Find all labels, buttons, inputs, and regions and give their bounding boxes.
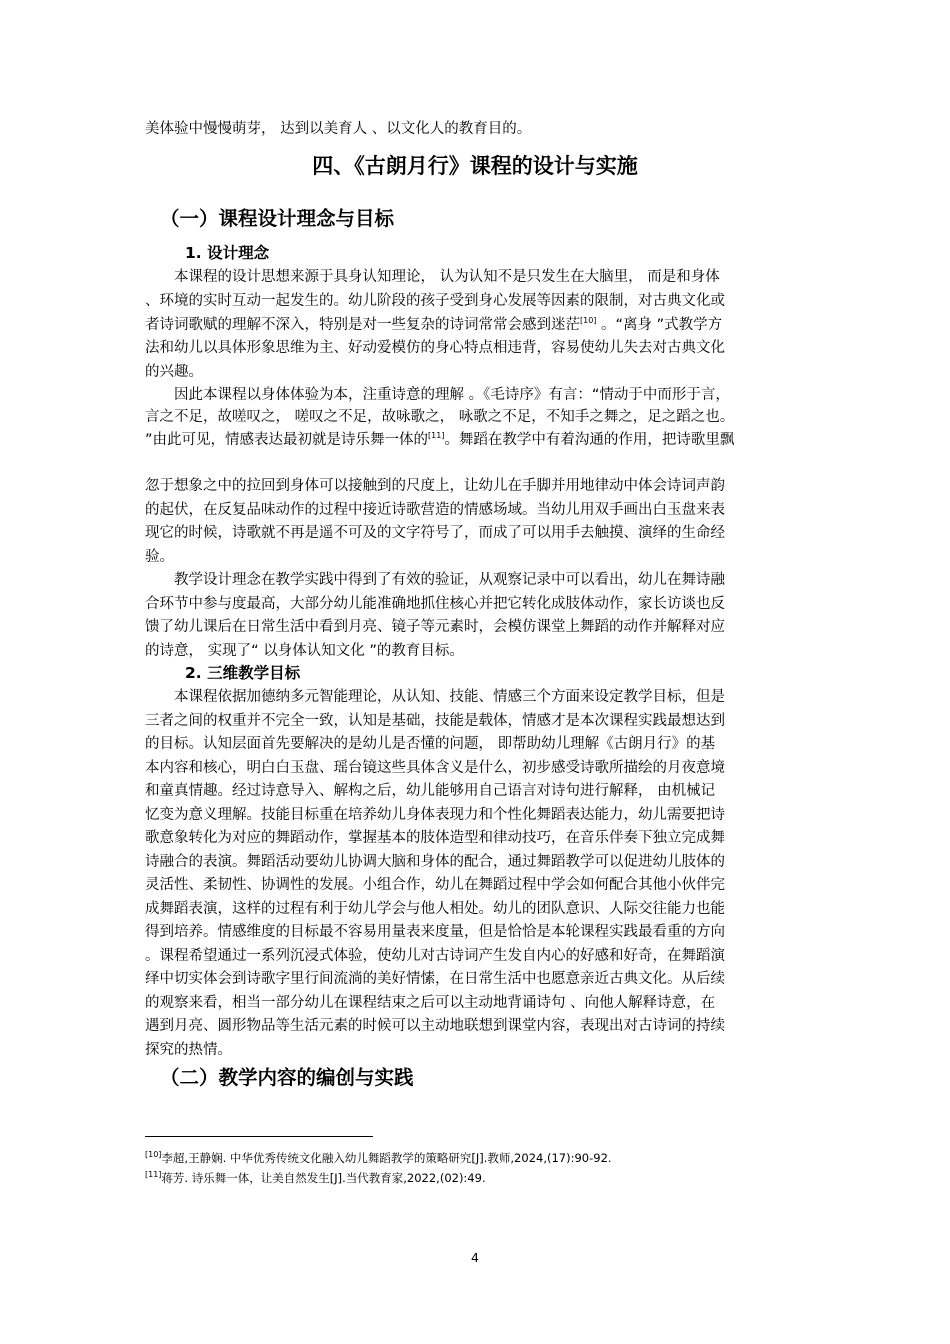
body-line: 和童真情趣。经过诗意导入、解构之后，幼儿能够用自己语言对诗句进行解释， 由机械记 bbox=[145, 783, 716, 799]
footnote-mark: [10] bbox=[145, 1150, 162, 1160]
section-heading: 四、《古朗月行》课程的设计与实施 bbox=[312, 154, 638, 178]
footnote-separator bbox=[145, 1136, 373, 1137]
body-line: 的起伏，在反复品味动作的过程中接近诗歌营造的情感场域。当幼儿用双手画出白玉盘来表 bbox=[145, 502, 725, 518]
body-line: 的观察来看，相当一部分幼儿在课程结束之后可以主动地背诵诗句 、向他人解释诗意，在 bbox=[145, 995, 716, 1011]
body-line: 本内容和核心，明白白玉盘、瑶台镜这些具体含义是什么，初步感受诗歌所描绘的月夜意境 bbox=[145, 760, 725, 776]
body-line: 验。 bbox=[145, 549, 174, 565]
body-line: 探究的热情。 bbox=[145, 1042, 232, 1058]
body-text: 。舞蹈在教学中有着沟通的作用，把诗歌里飘 bbox=[444, 432, 735, 448]
footnote-ref: [10] bbox=[580, 316, 597, 326]
body-line: 成舞蹈表演，这样的过程有利于幼儿学会与他人相处。幼儿的团队意识、人际交往能力也能 bbox=[145, 901, 725, 917]
body-line: 的诗意， 实现了“ 以身体认知文化 ”的教育目标。 bbox=[145, 643, 464, 659]
subheading: 2. 三维教学目标 bbox=[185, 664, 301, 682]
body-text: 。“离身 ”式教学方 bbox=[596, 317, 723, 333]
body-line: 法和幼儿以具体形象思维为主、好动爱模仿的身心特点相违背，容易使幼儿失去对古典文化 bbox=[145, 340, 725, 356]
body-line: 教学设计理念在教学实践中得到了有效的验证，从观察记录中可以看出，幼儿在舞诗融 bbox=[145, 572, 725, 588]
body-line: 言之不足，故嗟叹之， 嗟叹之不足，故咏歌之， 咏歌之不足，不知手之舞之，足之蹈之也。 bbox=[145, 409, 735, 425]
subsection-heading: （二）教学内容的编创与实践 bbox=[160, 1066, 414, 1089]
body-line: 的兴趣。 bbox=[145, 364, 203, 380]
subheading: 1. 设计理念 bbox=[185, 244, 270, 262]
body-line: 遇到月亮、圆形物品等生活元素的时候可以主动地联想到课堂内容，表现出对古诗词的持续 bbox=[145, 1018, 725, 1034]
body-line: 绎中切实体会到诗歌字里行间流淌的美好情愫，在日常生活中也愿意亲近古典文化。从后续 bbox=[145, 971, 725, 987]
body-line: 。课程希望通过一系列沉浸式体验，使幼儿对古诗词产生发自内心的好感和好奇，在舞蹈演 bbox=[145, 948, 725, 964]
body-line: 本课程依据加德纳多元智能理论，从认知、技能、情感三个方面来设定教学目标，但是 bbox=[145, 689, 725, 705]
body-line: 灵活性、柔韧性、协调性的发展。小组合作，幼儿在舞蹈过程中学会如何配合其他小伙伴完 bbox=[145, 877, 725, 893]
body-line: 本课程的设计思想来源于具身认知理论， 认为认知不是只发生在大脑里， 而是和身体 bbox=[145, 269, 720, 285]
body-line: 馈了幼儿课后在日常生活中看到月亮、镜子等元素时，会模仿课堂上舞蹈的动作并解释对应 bbox=[145, 619, 725, 635]
body-line: 现它的时候，诗歌就不再是遥不可及的文字符号了，而成了可以用手去触摸、演绎的生命经 bbox=[145, 525, 725, 541]
body-line: 忽于想象之中的拉回到身体可以接触到的尺度上，让幼儿在手脚并用地律动中体会诗词声韵 bbox=[145, 478, 725, 494]
body-line: 美体验中慢慢萌芽， 达到以美育人 、以文化人的教育目的。 bbox=[145, 121, 532, 137]
footnote bbox=[145, 1170, 486, 1186]
body-line: 、环境的实时互动一起发生的。幼儿阶段的孩子受到身心发展等因素的限制，对古典文化或 bbox=[145, 293, 725, 309]
footnote-ref: [11] bbox=[428, 431, 445, 441]
footnote bbox=[145, 1150, 612, 1166]
body-line: 歌意象转化为对应的舞蹈动作，掌握基本的肢体造型和律动技巧，在音乐伴奏下独立完成舞 bbox=[145, 830, 725, 846]
footnote-text: 李超,王静娴. 中华优秀传统文化融入幼儿舞蹈教学的策略研究[J].教师,2024,(17):90-92. bbox=[161, 1151, 612, 1165]
body-line: 三者之间的权重并不完全一致，认知是基础，技能是载体，情感才是本次课程实践最想达到 bbox=[145, 713, 725, 729]
footnote-text: 蒋芳. 诗乐舞一体，让美自然发生[J].当代教育家,2022,(02):49. bbox=[161, 1171, 486, 1185]
page-number: 4 bbox=[471, 1250, 479, 1265]
body-line bbox=[145, 430, 810, 450]
body-line: 诗融合的表演。舞蹈活动要幼儿协调大脑和身体的配合，通过舞蹈教学可以促进幼儿肢体的 bbox=[145, 854, 725, 870]
footnote-mark: [11] bbox=[145, 1170, 162, 1180]
body-text: 者诗词歌赋的理解不深入，特别是对一些复杂的诗词常常会感到迷茫 bbox=[145, 317, 580, 333]
subsection-heading: （一）课程设计理念与目标 bbox=[160, 207, 395, 230]
body-line: 忆变为意义理解。技能目标重在培养幼儿身体表现力和个性化舞蹈表达能力，幼儿需要把诗 bbox=[145, 807, 725, 823]
body-line: 因此本课程以身体体验为本，注重诗意的理解 。《毛诗序》有言：“情动于中而形于言， bbox=[145, 387, 730, 403]
body-line: 的目标。认知层面首先要解决的是幼儿是否懂的问题， 即帮助幼儿理解《古朗月行》的基 bbox=[145, 736, 716, 752]
body-line bbox=[145, 315, 810, 335]
body-line: 得到培养。情感维度的目标最不容易用量表来度量，但是恰恰是本轮课程实践最看重的方向 bbox=[145, 924, 725, 940]
body-line: 合环节中参与度最高，大部分幼儿能准确地抓住核心并把它转化成肢体动作，家长访谈也反 bbox=[145, 596, 725, 612]
body-text: ”由此可见，情感表达最初就是诗乐舞一体的 bbox=[145, 432, 429, 448]
